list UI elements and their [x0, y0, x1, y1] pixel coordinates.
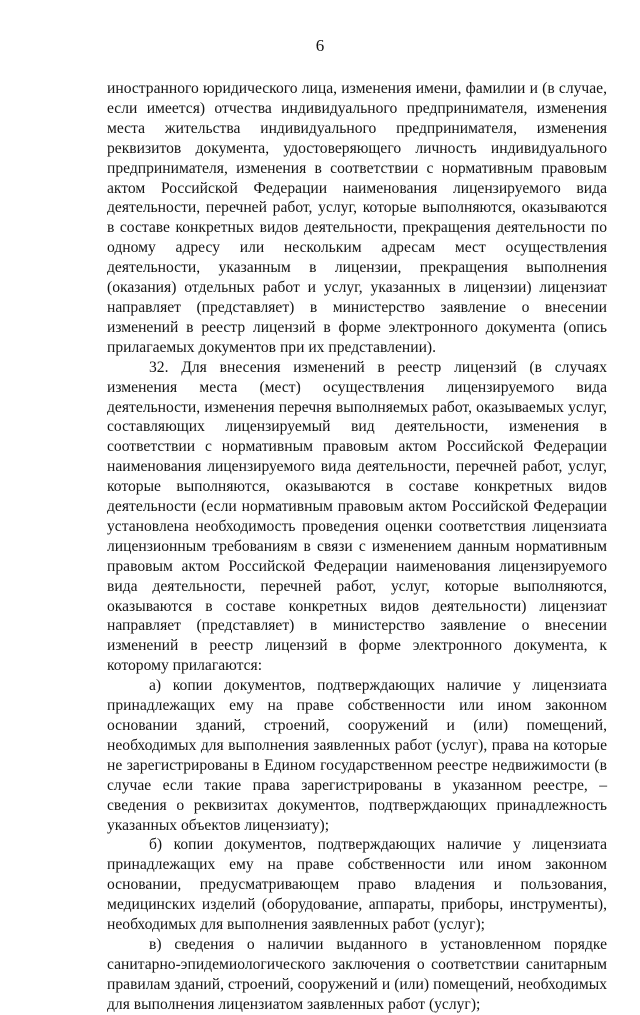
paragraph-item-32: 32. Для внесения изменений в реестр лицензий (в случаях изменения места (мест) осуществления лицензируемого вида деятельности, изменения перечня выполняемых работ, оказываемых услуг, составляющих лицензируемый вид деятельности, изменения в соответствии с нормативным правовым актом Российской Федерации наименования лицензируемого вида деятельности, перечней работ, услуг, которые выполняются, оказываются в составе конкретных видов деятельности (если нормативным правовым актом Российской Федерации установлена необходимость проведения оценки соответствия лицензиата лицензионным требованиям в связи с изменением данным нормативным правовым актом Российской Федерации наименования лицензируемого вида деятельности, перечней работ, услуг, которые выполняются, оказываются в составе конкретных видов деятельности) лицензиат направляет (представляет) в министерство заявление о внесении изменений в реестр лицензий в форме электронного документа, к которому прилагаются: [107, 358, 607, 675]
document-body [107, 79, 607, 1015]
subitem-b: б) копии документов, подтверждающих наличие у лицензиата принадлежащих ему на праве собственности или ином законном основании, предусматривающем право владения и пользования, медицинских изделий (оборудование, аппараты, приборы, инструменты), необходимых для выполнения заявленных работ (услуг); [107, 836, 607, 934]
paragraph-continuation: иностранного юридического лица, изменения имени, фамилии и (в случае, если имеется) отчества индивидуального предпринимателя, изменения места жительства индивидуального предпринимателя, изменения реквизитов документа, удостоверяющего личность индивидуального предпринимателя, изменения в соответствии с нормативным правовым актом Российской Федерации наименования лицензируемого вида деятельности, перечней работ, услуг, которые выполняются, оказываются в составе конкретных видов деятельности, прекращения деятельности по одному адресу или нескольким адресам мест осуществления деятельности, указанным в лицензии, прекращения выполнения (оказания) отдельных работ и услуг, указанных в лицензии) лицензиат направляет (представляет) в министерство заявление о внесении изменений в реестр лицензий в форме электронного документа (опись прилагаемых документов при их представлении). [107, 80, 607, 356]
subitem-a: а) копии документов, подтверждающих наличие у лицензиата принадлежащих ему на праве собственности или ином законном основании зданий, строений, сооружений и (или) помещений, необходимых для выполнения заявленных работ (услуг), права на которые не зарегистрированы в Едином государственном реестре недвижимости (в случае если такие права зарегистрированы в указанном реестре, – сведения о реквизитах документов, подтверждающих принадлежность указанных объектов лицензиату); [107, 677, 607, 834]
subitem-v: в) сведения о наличии выданного в установленном порядке санитарно-эпидемиологического заключения о соответствии санитарным правилам зданий, строений, сооружений и (или) помещений, необходимых для выполнения лицензиатом заявленных работ (услуг); [107, 935, 607, 1013]
page-number: 6 [315, 36, 325, 55]
